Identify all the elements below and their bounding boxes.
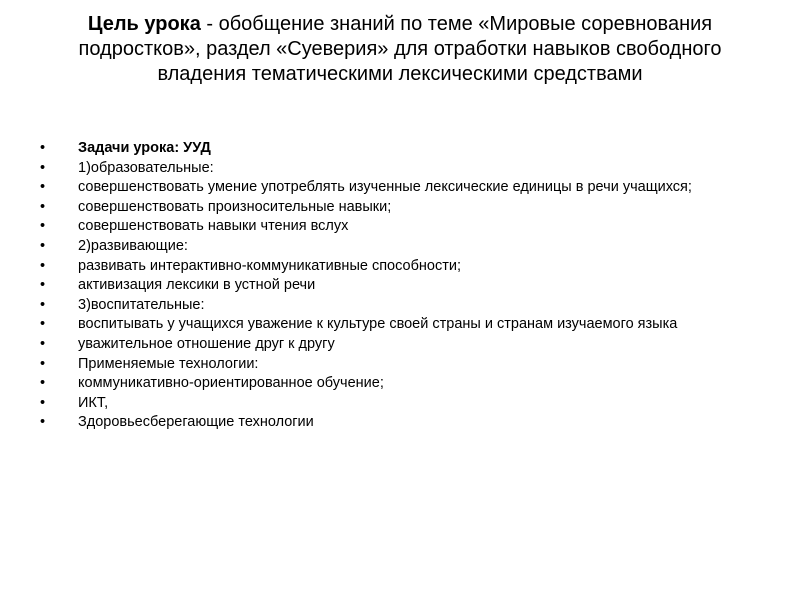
list-item-text: коммуникативно-ориентированное обучение; (78, 375, 384, 392)
bullet-icon: • (40, 140, 46, 156)
list-item (40, 316, 750, 333)
list-item (40, 258, 750, 275)
bullet-icon: • (40, 179, 46, 196)
list-item (40, 179, 750, 196)
list-item (40, 297, 750, 314)
list-item-text: Задачи урока: УУД (78, 140, 211, 156)
title-rest: - обобщение знаний по теме «Мировые соревнования подростков», раздел «Суеверия» для отработки навыков свободного владения тематическими лексическими средствами (78, 13, 722, 85)
list-item-text: воспитывать у учащихся уважение к культуре своей страны и странам изучаемого языка (78, 316, 678, 333)
list-item-text: активизация лексики в устной речи (78, 277, 316, 294)
title-bold-part: Цель урока (87, 13, 201, 35)
list-item (40, 414, 750, 431)
list-item (40, 336, 750, 353)
bullet-icon: • (40, 218, 46, 235)
list-item (40, 218, 750, 235)
bullet-list (40, 140, 750, 434)
list-item (40, 160, 750, 177)
slide-title (40, 12, 760, 87)
list-item-text: совершенствовать умение употреблять изученные лексические единицы в речи учащихся; (78, 179, 692, 196)
bullet-icon: • (40, 257, 46, 274)
list-item-text: совершенствовать произносительные навыки; (78, 198, 392, 215)
list-item (40, 356, 750, 373)
list-item (40, 199, 750, 216)
bullet-icon: • (40, 394, 46, 411)
list-item-text: Здоровьесберегающие технологии (78, 414, 314, 431)
bullet-icon: • (40, 159, 46, 176)
bullet-icon: • (40, 414, 46, 431)
list-item (40, 395, 750, 412)
bullet-icon: • (40, 316, 46, 333)
bullet-icon: • (40, 277, 46, 294)
list-item-text: 2)развивающие: (78, 237, 188, 254)
bullet-icon: • (40, 237, 46, 254)
list-item-text: уважительное отношение друг к другу (78, 335, 335, 352)
list-item-text: Применяемые технологии: (78, 355, 259, 372)
bullet-icon: • (40, 296, 46, 313)
bullet-icon: • (40, 198, 46, 215)
list-item-text: 3)воспитательные: (78, 296, 205, 313)
list-item-text: 1)образовательные: (78, 159, 214, 176)
list-item (40, 140, 750, 157)
bullet-icon: • (40, 375, 46, 392)
list-item (40, 277, 750, 294)
bullet-icon: • (40, 335, 46, 352)
list-item (40, 375, 750, 392)
list-item-text: ИКТ, (78, 394, 109, 411)
list-item-text: развивать интерактивно-коммуникативные способности; (78, 257, 461, 274)
list-item (40, 238, 750, 255)
bullet-icon: • (40, 355, 46, 372)
list-item-text: совершенствовать навыки чтения вслух (78, 218, 349, 235)
